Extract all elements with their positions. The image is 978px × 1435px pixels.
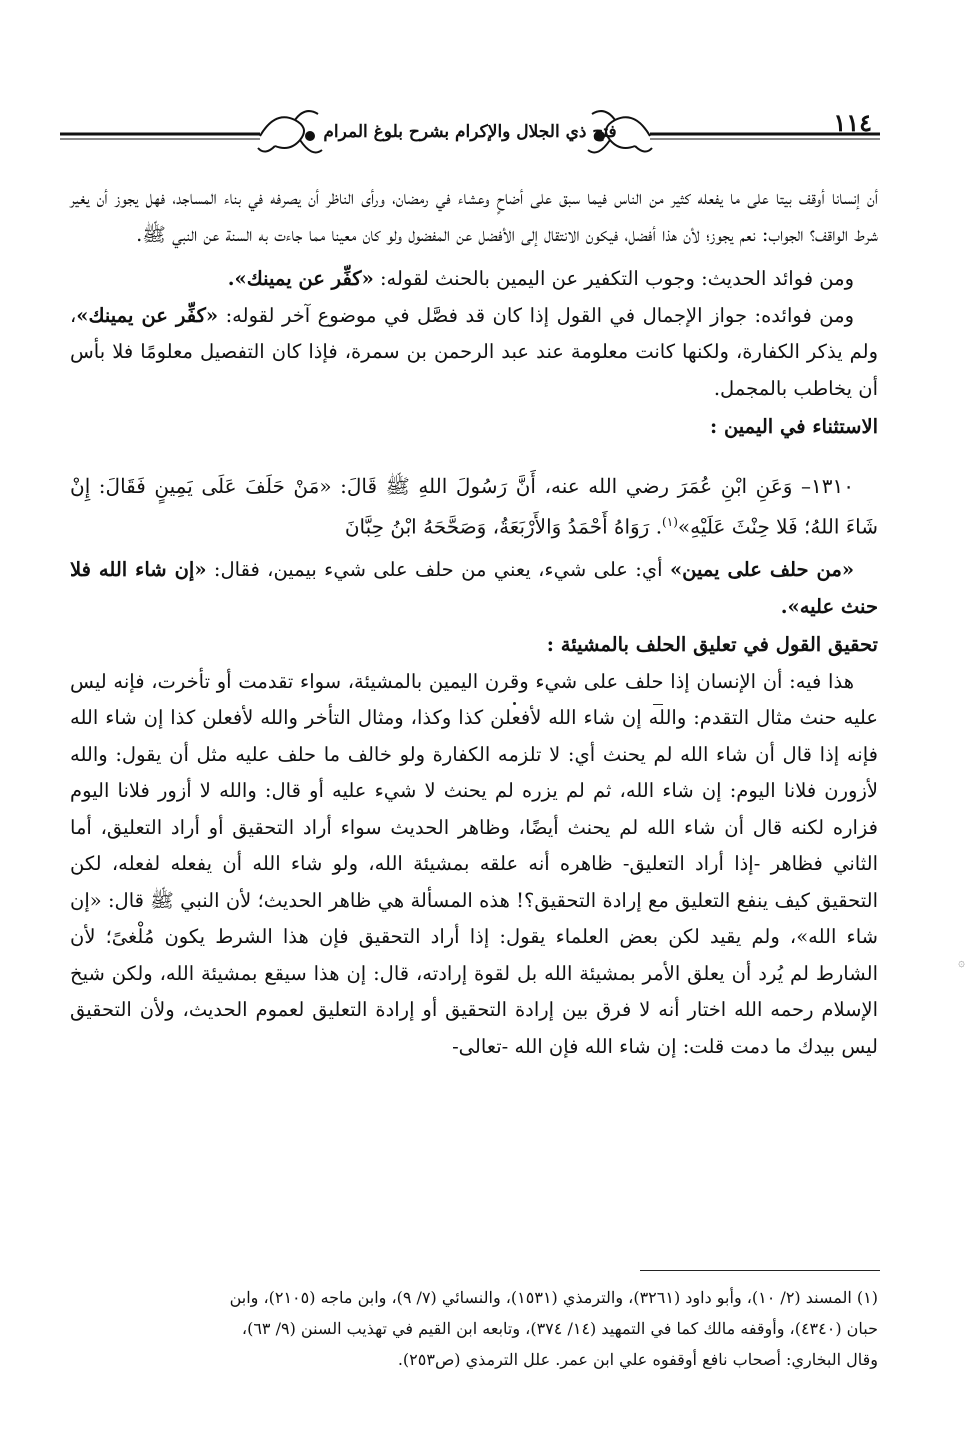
footnotes xyxy=(70,1282,878,1375)
section-heading-istithna: الاستثناء في اليمين : xyxy=(709,415,878,438)
hadith-text xyxy=(70,468,878,545)
running-title: فتح ذي الجلال والإكرام بشرح بلوغ المرام xyxy=(323,122,617,142)
paragraph-explanation xyxy=(70,552,878,625)
page-number: ١١٤ xyxy=(833,108,872,137)
quote-bold: «إن شاء الله فلا حنث عليه». xyxy=(70,558,878,618)
paragraph-benefit-2 xyxy=(70,298,878,408)
main-text xyxy=(70,180,878,1065)
footnote-line: وقال البخاري: أصحاب نافع أوقفوه علي ابن عمر. علل الترمذي (ص٢٥٣). xyxy=(397,1350,878,1369)
quote-bold: «كفِّر عن يمينك» xyxy=(76,303,219,327)
hadith-body: ١٣١٠– وَعَنِ ابْنِ عُمَرَ رضي الله عنه، أَنَّ رَسُولَ اللهِ ﷺ قَالَ: «مَنْ حَلَفَ عَلَى يَمِينٍ فَقَالَ: إِنْ شَاءَ اللهُ؛ فَلا حِنْثَ عَلَيْهِ» xyxy=(70,473,878,539)
hadith-source: . رَوَاهُ أَحْمَدُ وَالأَرْبَعَةُ، وَصَحَّحَهُ ابْنُ حِبَّانَ xyxy=(344,514,663,539)
paragraph-text: أي: على شيء، يعني من حلف على شيء بيمين، فقال: xyxy=(206,558,670,582)
paragraph-text: ، ولم يذكر الكفارة، ولكنها كانت معلومة عند عبد الرحمن بن سمرة، فإذا كان التفصيل معلومًا فلا بأس أن يخاطب بالمجمل. xyxy=(70,303,878,400)
section-heading-tahqiq: تحقيق القول في تعليق الحلف بالمشيئة : xyxy=(546,633,878,657)
paragraph-waqf: أن إنسانا أوقف بيتا على ما يفعله كثير من الناس فيما سبق على أضاحٍ وعشاء في رمضان، ورأى الناظر أن يصرفه في بناء المساجد، فهل يجوز أن يغير شرط الواقف؟ الجواب: نعم يجوز؛ لأن هذا أفضل، فيكون الانتقال إلى الأفضل عن المفضول ولو كان معينا مما جاءت به السنة عن النبي ﷺ. xyxy=(70,186,878,246)
paragraph-benefit-1 xyxy=(70,261,878,298)
paragraph-text: ومن فوائده: جواز الإجمال في القول إذا كان قد فصَّل في موضوع آخر لقوله: xyxy=(218,303,854,327)
footnote-line: حبان (٤٣٤٠)، وأوقفه مالك كما في التمهيد (١٤/ ٣٧٤)، وتابعه ابن القيم في تهذيب السنن (٩/ ٦٣)، xyxy=(241,1319,878,1338)
quote-bold: «من حلف على يمين» xyxy=(669,558,855,582)
page-header xyxy=(60,100,880,170)
left-flourish-icon xyxy=(258,111,322,152)
footnote-ref: (١) xyxy=(662,514,678,529)
quote-bold: «كفِّر عن يمينك». xyxy=(227,267,374,290)
paragraph-text: ومن فوائد الحديث: وجوب التكفير عن اليمين بالحنث لقوله: xyxy=(373,267,854,290)
stray-dot xyxy=(513,702,516,705)
margin-mark: ۞ xyxy=(958,955,966,969)
footnote-line: (١) المسند (٢/ ١٠)، وأبو داود (٣٢٦١)، والترمذي (١٥٣١)، والنسائي (٧/ ٩)، وابن ماجه (٢١٠٥)، وابن xyxy=(229,1288,878,1307)
footnote-divider xyxy=(640,1270,880,1271)
paragraph-mashia: هذا فيه: أن الإنسان إذا حلف على شيء وقرن اليمين بالمشيئة، سواء تقدمت أو تأخرت، فإنه ليس عليه حنث مثال التقدم: والله إن شاء الله لأفعلن كذا وكذا، ومثال التأخر والله لأفعلن كذا إن شاء الله فإنه إذا قال أن شاء الله لم يحنث أي: لا تلزمه الكفارة ولو خالف ما حلف عليه مثل أن يقول: والله لأزورن فلانا اليوم: إن شاء الله، ثم لم يزره لم يحنث لا شيء عليه أو قال: والله لا أزور فلانا اليوم فزاره لكنه قال أن شاء الله لم يحنث أيضًا، وظاهر الحديث سواء أراد التحقيق أو أراد التعليق، أما الثاني فظاهر -إذا أراد التعليق- ظاهره أنه علقه بمشيئة الله، ولو شاء الله أن يفعله لفعله، لكن التحقيق كيف ينفع التعليق مع إرادة التحقيق؟! هذه المسألة هي ظاهر الحديث؛ لأن النبي ﷺ قال: «إن شاء الله»، ولم يقيد لكن بعض العلماء يقول: إذا أراد التحقيق فإن هذا الشرط يكون مُلْغىً؛ لأن الشارط لم يُرد أن يعلق الأمر بمشيئة الله بل لقوة إرادته، قال: إن هذا سيقع بمشيئة الله، ولكن شيخ الإسلام رحمه الله اختار أنه لا فرق بين إرادة التحقيق أو إرادة التعليق لعموم الحديث، ولأن التحقيق ليس بيدك ما دمت قلت: إن شاء الله فإن الله -تعالى- xyxy=(70,669,878,1058)
stray-mark xyxy=(653,704,663,705)
